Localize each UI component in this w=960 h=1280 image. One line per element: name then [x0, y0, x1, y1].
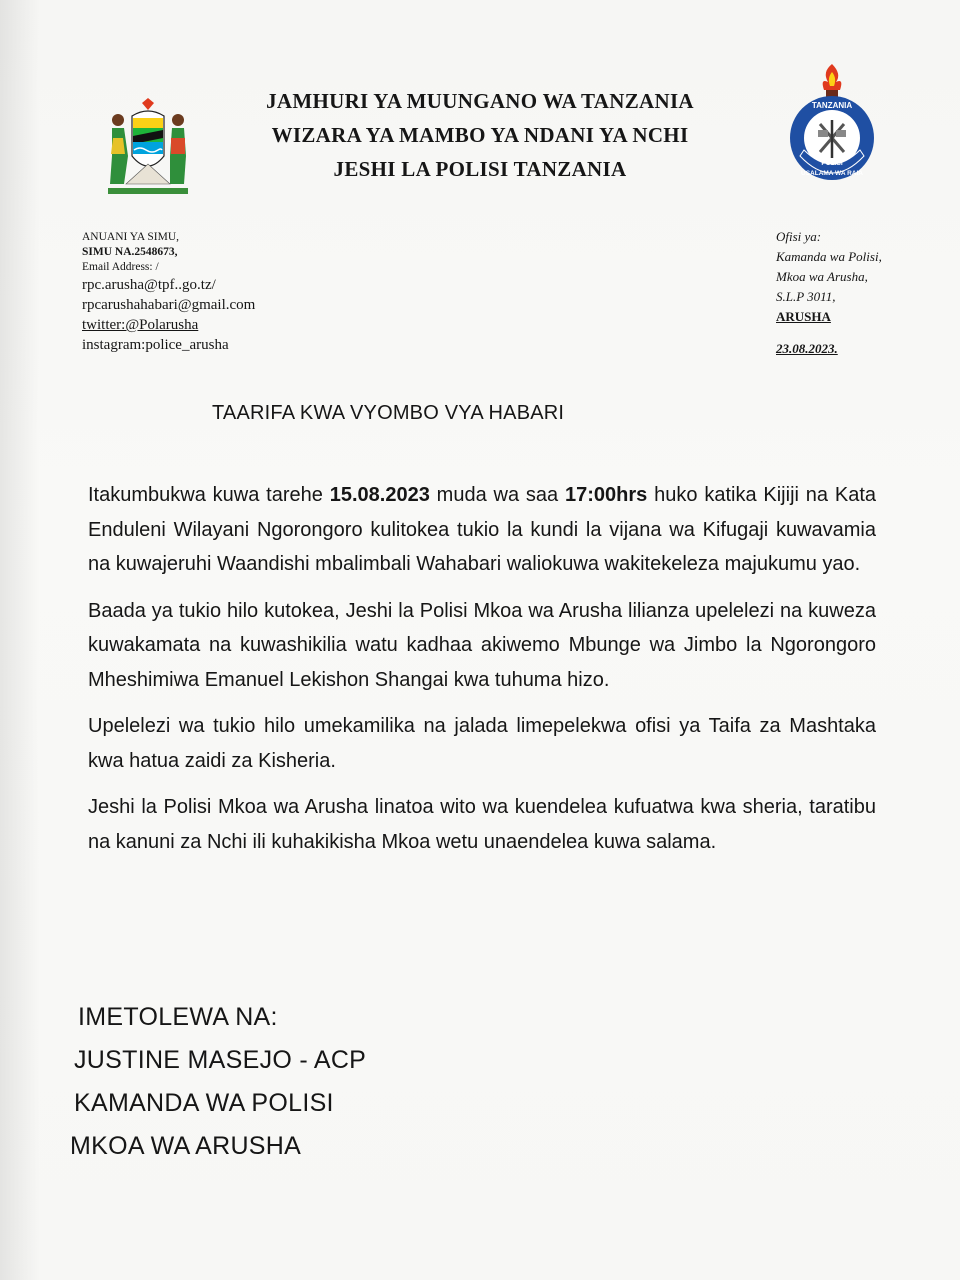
police-badge-emblem: [782, 62, 882, 182]
paragraph-4: Jeshi la Polisi Mkoa wa Arusha linatoa wito wa kuendelea kufuatwa kwa sheria, taratibu na kanuni za Nchi ili kuhakikisha Mkoa wetu unaendelea kuwa salama.: [88, 796, 876, 853]
document-title: TAARIFA KWA VYOMBO VYA HABARI: [212, 402, 565, 424]
paragraph-1: [88, 478, 876, 582]
signatory-region: MKOA WA ARUSHA: [70, 1132, 302, 1160]
office-region: Mkoa wa Arusha,: [776, 269, 868, 284]
badge-top-text: TANZANIA: [811, 101, 853, 110]
contact-instagram: instagram:police_arusha: [82, 337, 229, 353]
office-label: Ofisi ya:: [776, 229, 822, 244]
paragraph-1-text-c: huko katika Kijiji na Kata Enduleni Wilayani Ngorongoro kulitokea tukio la kundi la vijana wa Kifugaji kuwavamia na kuwajeruhi Waandishi mbalimbali Wahabari waliokuwa wakitekeleza majukumu yao.: [88, 484, 877, 575]
contact-block: [82, 230, 255, 355]
incident-time: 17:00hrs: [565, 484, 648, 506]
header-department: JESHI LA POLISI TANZANIA: [333, 157, 627, 181]
press-release-body: [88, 478, 876, 871]
issued-by-label: IMETOLEWA NA:: [78, 1003, 278, 1031]
signatory-position: KAMANDA WA POLISI: [74, 1089, 334, 1117]
header-ministry: WIZARA YA MAMBO YA NDANI YA NCHI: [271, 123, 689, 147]
contact-telegraphic-address: ANUANI YA SIMU,: [82, 231, 180, 243]
incident-date: 15.08.2023: [329, 484, 430, 506]
page-shadow: [0, 0, 40, 1280]
signatory-name: JUSTINE MASEJO - ACP: [74, 1046, 367, 1074]
office-address-block: [776, 227, 882, 359]
signature-block: [70, 996, 366, 1168]
coat-of-arms-emblem: [98, 98, 198, 198]
office-city: ARUSHA: [776, 309, 831, 324]
paragraph-1-text-a: Itakumbukwa kuwa tarehe: [88, 484, 330, 506]
letterhead: [200, 84, 760, 186]
contact-phone: SIMU NA.2548673,: [82, 246, 178, 258]
office-title: Kamanda wa Polisi,: [776, 249, 882, 264]
office-po-box: S.L.P 3011,: [776, 289, 836, 304]
badge-middle-text: POLISI: [821, 160, 843, 167]
paragraph-1-text-b: muda wa saa: [429, 484, 566, 506]
contact-email-label: Email Address: /: [82, 261, 159, 273]
paragraph-2: Baada ya tukio hilo kutokea, Jeshi la Polisi Mkoa wa Arusha lilianza upelelezi na kuweza kuwakamata na kuwashikilia watu kadhaa akiwemo Mbunge wa Jimbo la Ngorongoro Mheshimiwa Emanuel Lekishon Shangai kwa tuhuma hizo.: [88, 599, 876, 691]
letter-date: 23.08.2023.: [776, 341, 838, 356]
badge-bottom-text: USALAMA WA RAIA: [801, 170, 863, 177]
contact-twitter: twitter:@Polarusha: [82, 317, 199, 333]
contact-email-2: rpcarushahabari@gmail.com: [82, 297, 256, 313]
header-country: JAMHURI YA MUUNGANO WA TANZANIA: [266, 89, 694, 113]
contact-email-1: rpc.arusha@tpf..go.tz/: [82, 277, 216, 293]
paragraph-3: Upelelezi wa tukio hilo umekamilika na jalada limepelekwa ofisi ya Taifa za Mashtaka kwa hatua zaidi za Kisheria.: [88, 715, 876, 772]
